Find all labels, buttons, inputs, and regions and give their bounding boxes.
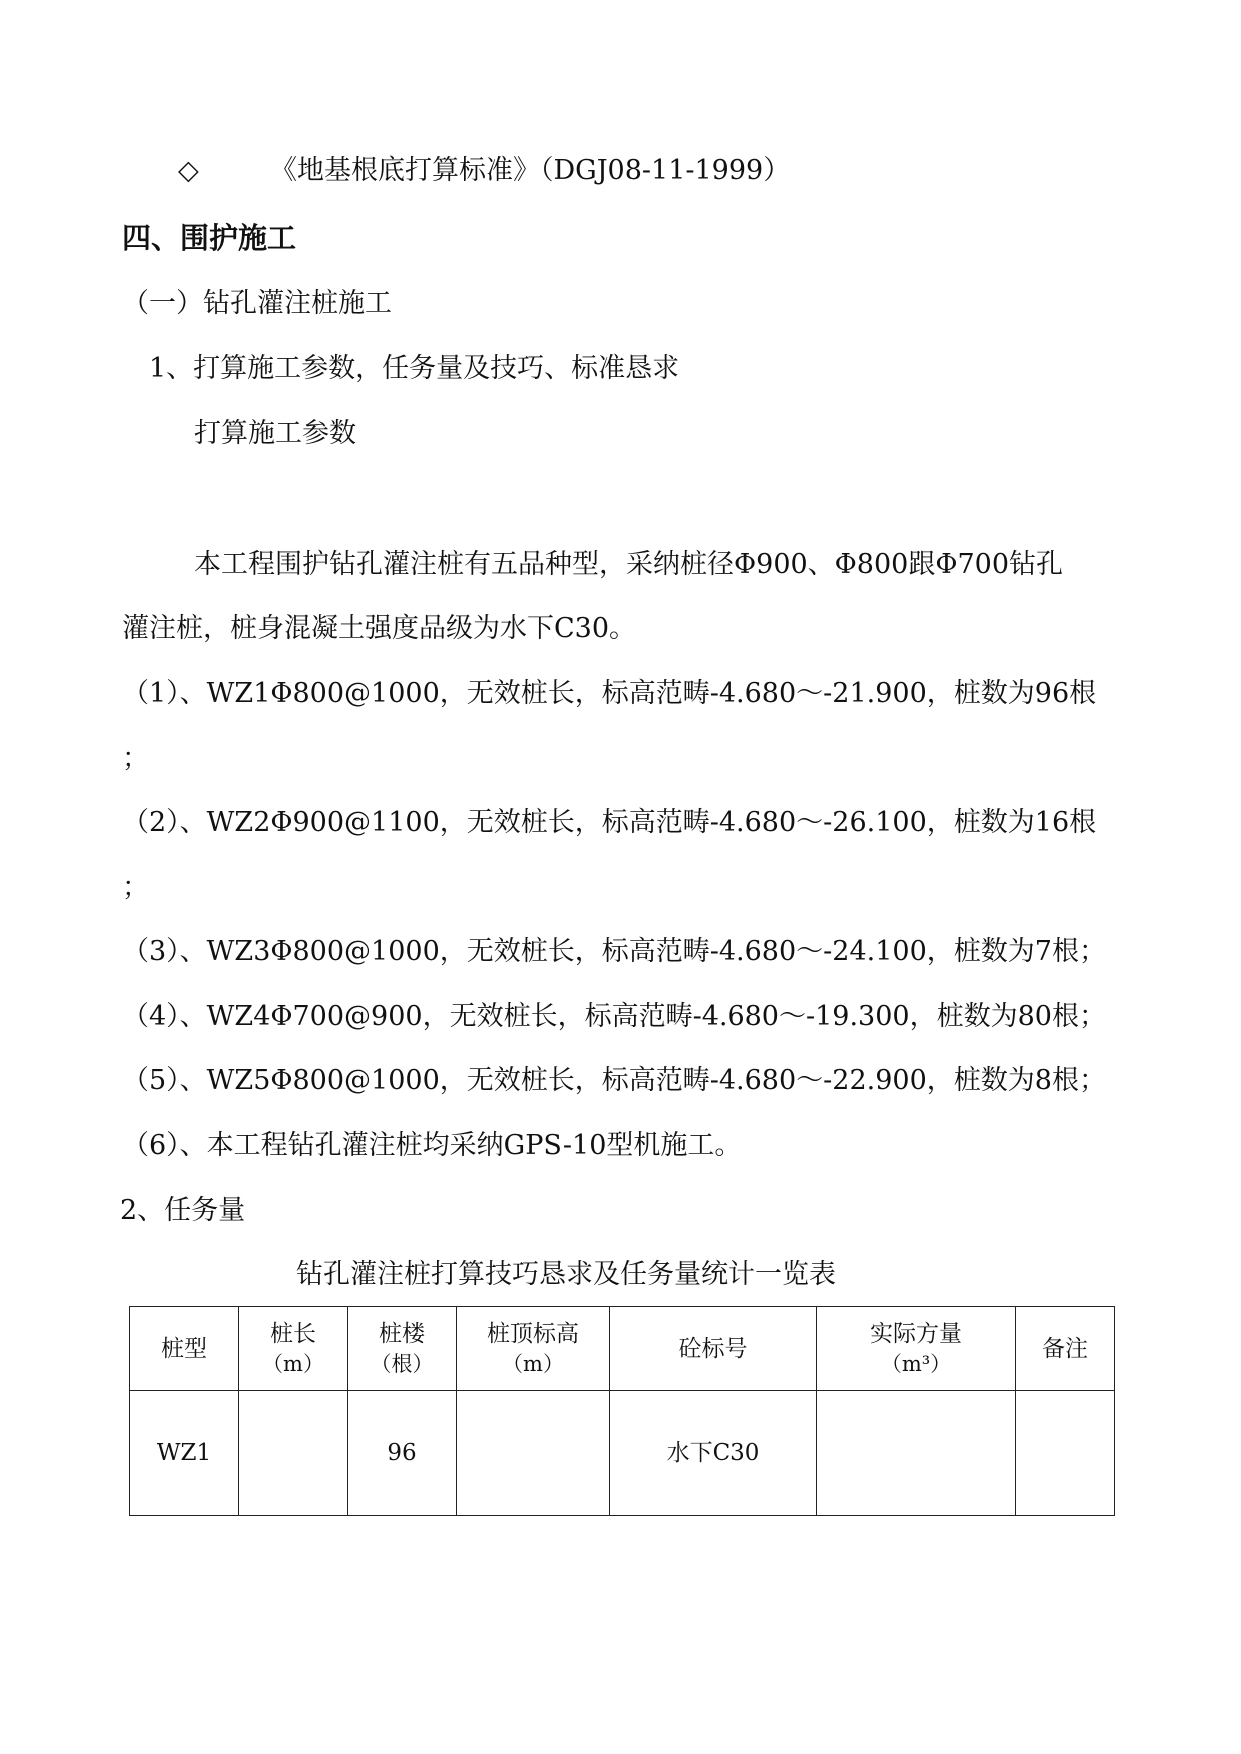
- pile-item-3: （3）、WZ3Φ800@1000，无效桩长，标高范畴-4.680～-24.100，桩数为7根；: [122, 936, 1106, 967]
- cell-length: [239, 1391, 348, 1516]
- pile-item-1: （1）、WZ1Φ800@1000，无效桩长，标高范畴-4.680～-21.900，桩数为96根: [122, 678, 1097, 709]
- header-unit: （m）: [502, 1351, 564, 1376]
- header-unit: （m³）: [880, 1351, 952, 1376]
- workload-table: [129, 1306, 1115, 1516]
- paragraph-line-2: 灌注桩，桩身混凝土强度品级为水下C30。: [122, 613, 637, 644]
- header-cell-type: [130, 1307, 239, 1391]
- header-label: 砼标号: [678, 1335, 748, 1362]
- header-label: 桩型: [161, 1335, 207, 1362]
- cell-concrete-grade: 水下C30: [610, 1391, 817, 1516]
- table-caption: 钻孔灌注桩打算技巧恳求及任务量统计一览表: [296, 1259, 836, 1290]
- header-label: 桩楼: [379, 1320, 425, 1347]
- table-header-row: [130, 1307, 1115, 1391]
- header-cell-volume: [817, 1307, 1016, 1391]
- cell-top-elevation: [457, 1391, 610, 1516]
- paragraph-line-1: 本工程围护钻孔灌注桩有五品种型，采纳桩径Φ900、Φ800跟Φ700钻孔: [194, 549, 1064, 580]
- standard-reference: 《地基根底打算标准》（DGJ08-11-1999）: [270, 155, 791, 186]
- pile-item-2: （2）、WZ2Φ900@1100，无效桩长，标高范畴-4.680～-26.100，桩数为16根: [122, 807, 1097, 838]
- subsection-heading: （一）钻孔灌注桩施工: [122, 288, 392, 319]
- header-label: 备注: [1042, 1335, 1088, 1362]
- header-cell-concrete-grade: [610, 1307, 817, 1391]
- params-title: 打算施工参数: [194, 418, 356, 449]
- workload-heading: 2、任务量: [120, 1195, 246, 1226]
- header-label: 桩顶标高: [487, 1320, 579, 1347]
- header-label: 实际方量: [870, 1320, 962, 1347]
- header-unit: （根）: [370, 1351, 434, 1376]
- header-cell-top-elevation: [457, 1307, 610, 1391]
- cell-type: WZ1: [130, 1391, 239, 1516]
- pile-item-5: （5）、WZ5Φ800@1000，无效桩长，标高范畴-4.680～-22.900，桩数为8根；: [122, 1065, 1106, 1096]
- item-heading: 1、打算施工参数，任务量及技巧、标准恳求: [149, 353, 680, 384]
- header-cell-length: [239, 1307, 348, 1391]
- header-unit: （m）: [262, 1351, 324, 1376]
- bullet-diamond-icon: ◇: [178, 155, 199, 186]
- cell-remark: [1016, 1391, 1115, 1516]
- table-row: [130, 1391, 1115, 1516]
- header-cell-remark: [1016, 1307, 1115, 1391]
- cell-count: 96: [348, 1391, 457, 1516]
- header-label: 桩长: [270, 1320, 316, 1347]
- pile-item-4: （4）、WZ4Φ700@900，无效桩长，标高范畴-4.680～-19.300，桩数为80根；: [122, 1001, 1106, 1032]
- section-heading: 四、围护施工: [122, 221, 297, 255]
- header-cell-count: [348, 1307, 457, 1391]
- cell-volume: [817, 1391, 1016, 1516]
- pile-item-1-end: ；: [122, 743, 149, 774]
- pile-item-6: （6）、本工程钻孔灌注桩均采纳GPS-10型机施工。: [122, 1130, 742, 1161]
- pile-item-2-end: ；: [122, 872, 149, 903]
